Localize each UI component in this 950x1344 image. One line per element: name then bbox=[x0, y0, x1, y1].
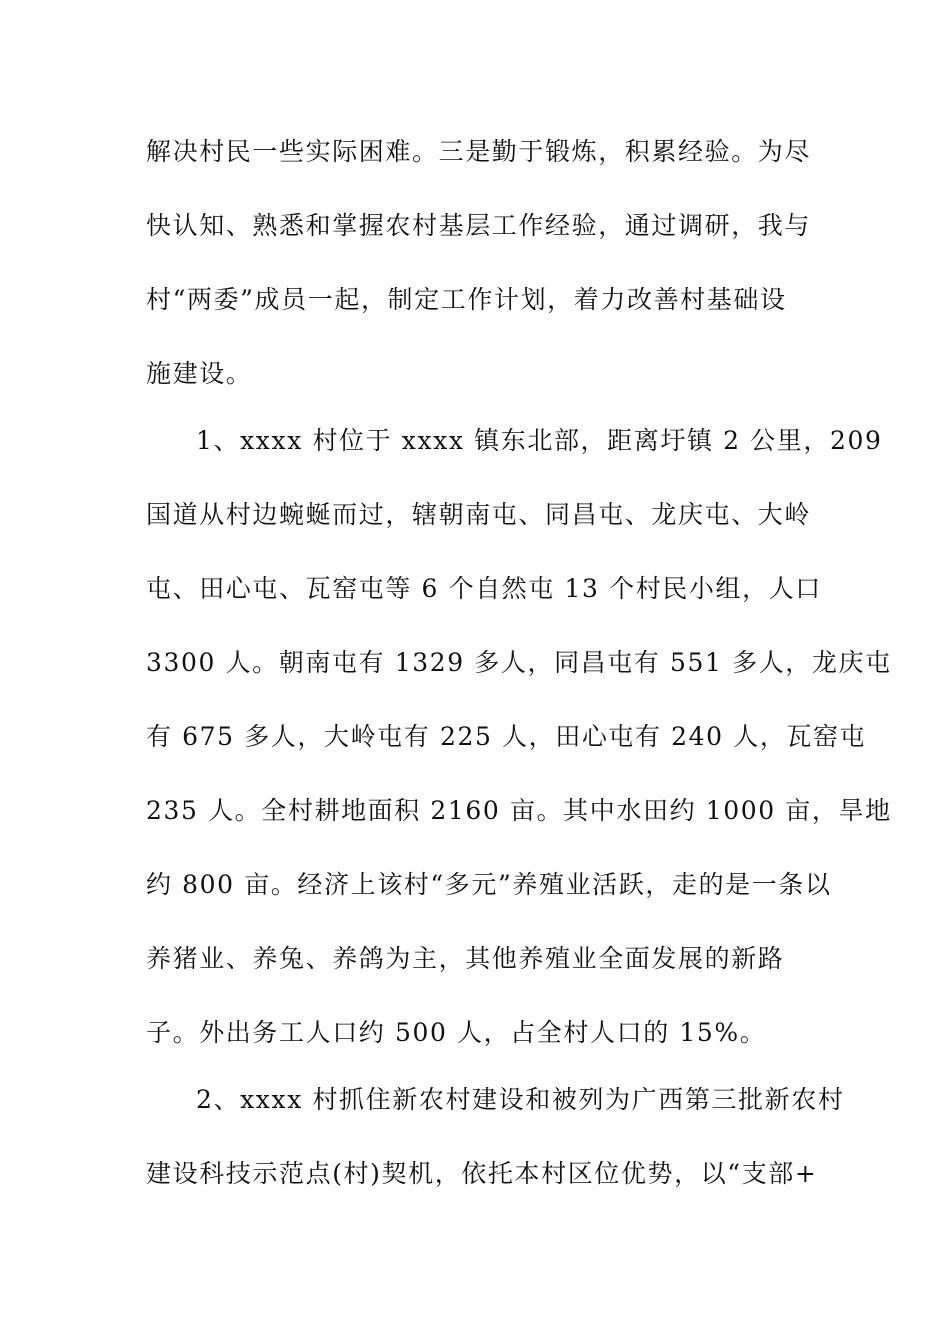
paragraph-line-8: 3300 人。朝南屯有 1329 多人，同昌屯有 551 多人，龙庆屯 bbox=[146, 648, 892, 677]
paragraph-line-14: 2、xxxx 村抓住新农村建设和被列为广西第三批新农村 bbox=[196, 1085, 845, 1114]
paragraph-line-11: 约 800 亩。经济上该村“多元”养殖业活跃，走的是一条以 bbox=[146, 870, 832, 899]
paragraph-line-6: 国道从村边蜿蜒而过，辖朝南屯、同昌屯、龙庆屯、大岭 bbox=[146, 500, 812, 529]
paragraph-line-2: 快认知、熟悉和掌握农村基层工作经验，通过调研，我与 bbox=[146, 211, 812, 240]
paragraph-line-3: 村“两委”成员一起，制定工作计划，着力改善村基础设 bbox=[146, 285, 787, 314]
paragraph-line-4: 施建设。 bbox=[146, 359, 253, 388]
paragraph-line-10: 235 人。全村耕地面积 2160 亩。其中水田约 1000 亩，旱地 bbox=[146, 796, 892, 825]
paragraph-line-5: 1、xxxx 村位于 xxxx 镇东北部，距离圩镇 2 公里，209 bbox=[196, 426, 883, 455]
paragraph-line-7: 屯、田心屯、瓦窑屯等 6 个自然屯 13 个村民小组，人口 bbox=[146, 574, 822, 603]
paragraph-line-9: 有 675 多人，大岭屯有 225 人，田心屯有 240 人，瓦窑屯 bbox=[146, 722, 867, 751]
paragraph-line-12: 养猪业、养兔、养鸽为主，其他养殖业全面发展的新路 bbox=[146, 944, 785, 973]
paragraph-line-15: 建设科技示范点(村)契机，依托本村区位优势，以“支部+ bbox=[146, 1159, 818, 1188]
paragraph-line-1: 解决村民一些实际困难。三是勤于锻炼，积累经验。为尽 bbox=[146, 137, 812, 166]
paragraph-line-13: 子。外出务工人口约 500 人，占全村人口的 15%。 bbox=[146, 1018, 767, 1047]
